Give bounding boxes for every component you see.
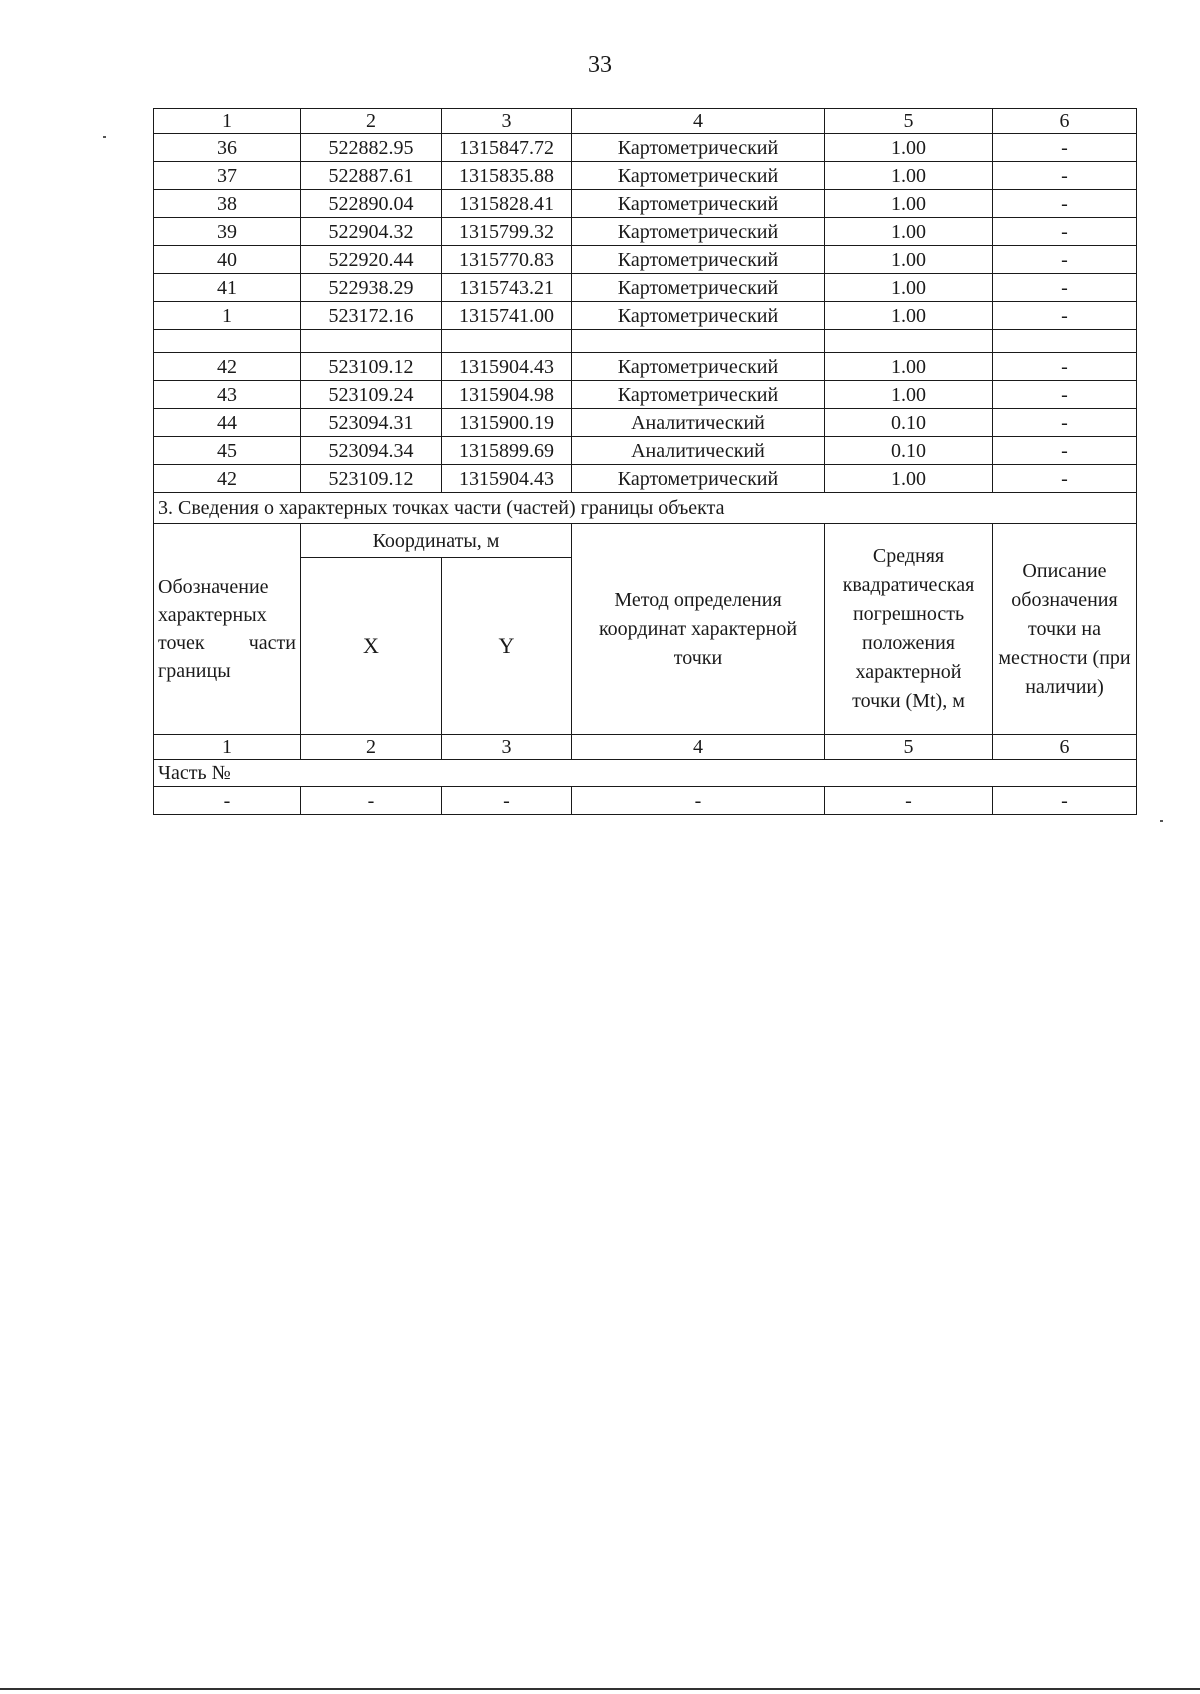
method: Аналитический <box>572 409 825 437</box>
point-description: - <box>993 134 1137 162</box>
point-number: 37 <box>154 162 301 190</box>
table-row <box>154 218 1137 246</box>
point-number: 42 <box>154 465 301 493</box>
point-number: 39 <box>154 218 301 246</box>
y-coordinate: 1315904.43 <box>442 465 572 493</box>
section-title: 3. Сведения о характерных точках части (частей) границы объекта <box>154 493 1137 524</box>
method: Картометрический <box>572 190 825 218</box>
method: Картометрический <box>572 274 825 302</box>
mean-error: 1.00 <box>825 190 993 218</box>
mean-error: 1.00 <box>825 162 993 190</box>
table-row <box>154 437 1137 465</box>
table-row <box>154 274 1137 302</box>
y-coordinate: 1315743.21 <box>442 274 572 302</box>
mean-error: 1.00 <box>825 274 993 302</box>
point-number: 40 <box>154 246 301 274</box>
table-row <box>154 465 1137 493</box>
x-coordinate: 523094.31 <box>301 409 442 437</box>
method: Картометрический <box>572 381 825 409</box>
mean-error: 1.00 <box>825 353 993 381</box>
point-description: - <box>993 465 1137 493</box>
header-designation: Обозначение характерных точек части границы <box>154 524 301 735</box>
table-row <box>154 162 1137 190</box>
point-description: - <box>993 162 1137 190</box>
column-number: 2 <box>301 735 442 760</box>
point-description: - <box>993 218 1137 246</box>
empty-cell: - <box>825 787 993 815</box>
table-row <box>154 134 1137 162</box>
method: Картометрический <box>572 162 825 190</box>
x-coordinate: 522887.61 <box>301 162 442 190</box>
table-row <box>154 409 1137 437</box>
point-description: - <box>993 302 1137 330</box>
point-description: - <box>993 353 1137 381</box>
empty-cell: - <box>301 787 442 815</box>
y-coordinate: 1315904.43 <box>442 353 572 381</box>
table-row <box>154 190 1137 218</box>
column-number: 4 <box>572 735 825 760</box>
point-number: 45 <box>154 437 301 465</box>
point-description: - <box>993 190 1137 218</box>
column-number: 4 <box>572 109 825 134</box>
point-description: - <box>993 274 1137 302</box>
page-number: 33 <box>588 52 612 78</box>
x-coordinate: 522920.44 <box>301 246 442 274</box>
mean-error: 1.00 <box>825 218 993 246</box>
point-description: - <box>993 409 1137 437</box>
method: Картометрический <box>572 134 825 162</box>
mean-error: 1.00 <box>825 465 993 493</box>
mean-error: 0.10 <box>825 409 993 437</box>
x-coordinate: 523109.12 <box>301 353 442 381</box>
header-row <box>154 524 1137 558</box>
y-coordinate: 1315799.32 <box>442 218 572 246</box>
column-number: 5 <box>825 735 993 760</box>
column-number: 3 <box>442 735 572 760</box>
header-description: Описание обозначения точки на местности (при наличии) <box>993 524 1137 735</box>
method: Аналитический <box>572 437 825 465</box>
x-coordinate: 523109.24 <box>301 381 442 409</box>
column-number-row <box>154 735 1137 760</box>
point-number: 36 <box>154 134 301 162</box>
y-coordinate: 1315900.19 <box>442 409 572 437</box>
table-row <box>154 302 1137 330</box>
point-number: 43 <box>154 381 301 409</box>
x-coordinate: 522904.32 <box>301 218 442 246</box>
x-coordinate: 522938.29 <box>301 274 442 302</box>
point-number: 38 <box>154 190 301 218</box>
empty-cell: - <box>442 787 572 815</box>
header-method: Метод определения координат характерной точки <box>572 524 825 735</box>
blank-separator-row <box>154 330 1137 353</box>
point-number: 1 <box>154 302 301 330</box>
y-coordinate: 1315847.72 <box>442 134 572 162</box>
empty-cell: - <box>154 787 301 815</box>
column-number: 6 <box>993 109 1137 134</box>
point-description: - <box>993 381 1137 409</box>
y-coordinate: 1315828.41 <box>442 190 572 218</box>
x-coordinate: 522882.95 <box>301 134 442 162</box>
column-number: 6 <box>993 735 1137 760</box>
bottom-edge-line <box>0 1688 1200 1690</box>
mean-error: 1.00 <box>825 381 993 409</box>
method: Картометрический <box>572 246 825 274</box>
table-row <box>154 381 1137 409</box>
column-number: 5 <box>825 109 993 134</box>
table-row <box>154 246 1137 274</box>
boundary-points-table <box>153 108 1137 815</box>
mean-error: 1.00 <box>825 246 993 274</box>
scan-speck <box>1160 820 1163 822</box>
mean-error: 1.00 <box>825 134 993 162</box>
y-coordinate: 1315904.98 <box>442 381 572 409</box>
x-coordinate: 523172.16 <box>301 302 442 330</box>
table-row <box>154 353 1137 381</box>
part-label-row <box>154 760 1137 787</box>
method: Картометрический <box>572 465 825 493</box>
method: Картометрический <box>572 353 825 381</box>
x-coordinate: 523109.12 <box>301 465 442 493</box>
header-x: X <box>301 558 442 735</box>
column-number: 3 <box>442 109 572 134</box>
column-number: 2 <box>301 109 442 134</box>
point-description: - <box>993 437 1137 465</box>
header-error: Средняя квадратическая погрешность положения характерной точки (Mt), м <box>825 524 993 735</box>
mean-error: 0.10 <box>825 437 993 465</box>
section-title-row <box>154 493 1137 524</box>
point-description: - <box>993 246 1137 274</box>
scan-speck <box>103 136 106 138</box>
method: Картометрический <box>572 218 825 246</box>
empty-cell: - <box>572 787 825 815</box>
header-coordinates: Координаты, м <box>301 524 572 558</box>
column-number: 1 <box>154 735 301 760</box>
point-number: 42 <box>154 353 301 381</box>
header-y: Y <box>442 558 572 735</box>
y-coordinate: 1315899.69 <box>442 437 572 465</box>
x-coordinate: 522890.04 <box>301 190 442 218</box>
method: Картометрический <box>572 302 825 330</box>
column-number-row <box>154 109 1137 134</box>
point-number: 41 <box>154 274 301 302</box>
x-coordinate: 523094.34 <box>301 437 442 465</box>
part-label: Часть № <box>154 760 1137 787</box>
point-number: 44 <box>154 409 301 437</box>
empty-part-row <box>154 787 1137 815</box>
y-coordinate: 1315835.88 <box>442 162 572 190</box>
column-number: 1 <box>154 109 301 134</box>
y-coordinate: 1315770.83 <box>442 246 572 274</box>
y-coordinate: 1315741.00 <box>442 302 572 330</box>
empty-cell: - <box>993 787 1137 815</box>
mean-error: 1.00 <box>825 302 993 330</box>
